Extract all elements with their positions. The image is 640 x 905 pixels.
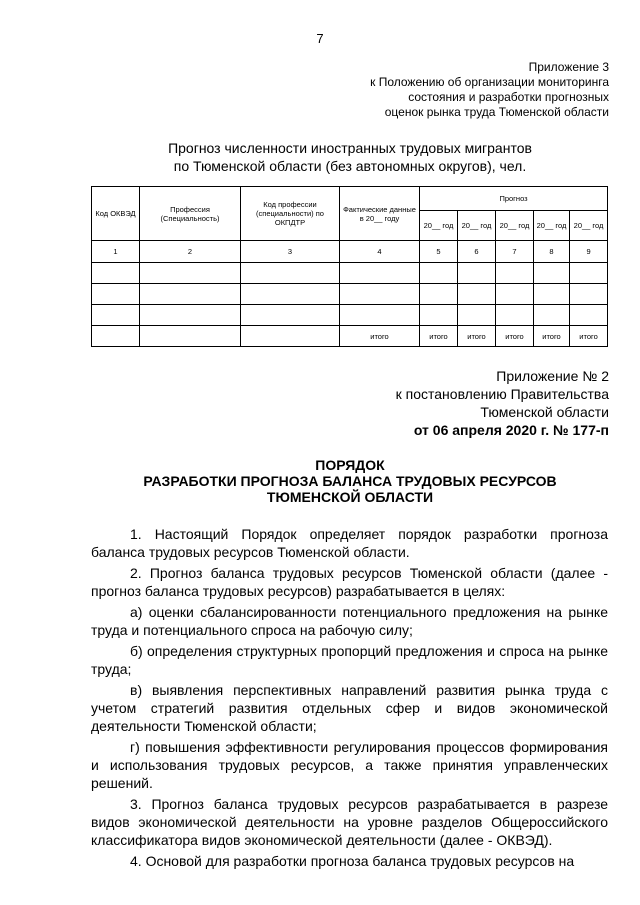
empty-cell: [140, 263, 241, 284]
header-year: 20__ год: [534, 211, 570, 241]
table-row: [92, 305, 608, 326]
appendix-3-line: оценок рынка труда Тюменской области: [384, 105, 609, 119]
paragraph: 4. Основой для разработки прогноза баланса трудовых ресурсов на: [130, 853, 575, 869]
empty-cell: [140, 305, 241, 326]
paragraph: б) определения структурных пропорций предложения и спроса на рынке труда;: [91, 643, 608, 677]
empty-cell: [570, 284, 608, 305]
column-number: 3: [241, 241, 340, 263]
header-year: 20__ год: [458, 211, 496, 241]
empty-cell: [340, 284, 420, 305]
empty-cell: [534, 305, 570, 326]
column-number: 9: [570, 241, 608, 263]
total-cell: итого: [420, 326, 458, 347]
header-actual-data: Фактические данные в 20__ году: [340, 187, 420, 241]
table-row: [92, 263, 608, 284]
total-cell: итого: [340, 326, 420, 347]
header-year: 20__ год: [420, 211, 458, 241]
appendix-3-line: к Положению об организации мониторинга: [370, 75, 609, 89]
paragraph: а) оценки сбалансированности потенциального предложения на рынке труда и потенциального спроса на рабочую силу;: [91, 604, 608, 638]
column-number: 4: [340, 241, 420, 263]
empty-cell: [92, 305, 140, 326]
appendix-2-line: к постановлению Правительства: [395, 386, 609, 402]
empty-cell: [340, 263, 420, 284]
forecast-title-line: Прогноз численности иностранных трудовых мигрантов: [168, 140, 532, 156]
paragraph: в) выявления перспективных направлений развития рынка труда с учетом стратегий развития отдельных сфер и видов экономической деятельности Тюменской области;: [91, 682, 608, 734]
paragraph: 2. Прогноз баланса трудовых ресурсов Тюменской области (далее - прогноз баланса трудовых ресурсов) разрабатывается в целях:: [91, 565, 608, 599]
appendix-2-header: [396, 367, 609, 439]
document-body: [91, 525, 608, 873]
empty-cell: [340, 305, 420, 326]
paragraph: 1. Настоящий Порядок определяет порядок разработки прогноза баланса трудовых ресурсов Тюменской области.: [91, 526, 608, 560]
empty-cell: [241, 305, 340, 326]
empty-cell: [534, 263, 570, 284]
column-number: 8: [534, 241, 570, 263]
header-forecast: Прогноз: [420, 187, 608, 211]
appendix-3-line: состояния и разработки прогнозных: [408, 90, 609, 104]
resolution-date-number: от 06 апреля 2020 г. № 177-п: [413, 422, 609, 438]
empty-cell: [534, 284, 570, 305]
header-profession: Профессия (Специальность): [140, 187, 241, 241]
heading-line: РАЗРАБОТКИ ПРОГНОЗА БАЛАНСА ТРУДОВЫХ РЕСУРСОВ: [143, 473, 557, 489]
column-number: 1: [92, 241, 140, 263]
total-row: [92, 326, 608, 347]
total-cell: итого: [534, 326, 570, 347]
paragraph: г) повышения эффективности регулирования процессов формирования и использования трудовых ресурсов, а также принятия управленческих решений.: [91, 739, 608, 791]
total-cell: итого: [570, 326, 608, 347]
empty-cell: [458, 263, 496, 284]
forecast-table: [91, 186, 608, 347]
empty-cell: [496, 305, 534, 326]
empty-cell: [92, 326, 140, 347]
header-okved: Код ОКВЭД: [92, 187, 140, 241]
empty-cell: [241, 326, 340, 347]
table-row: [92, 284, 608, 305]
empty-cell: [458, 305, 496, 326]
appendix-2-line: Тюменской области: [480, 404, 609, 420]
forecast-table-title: [0, 139, 640, 175]
empty-cell: [570, 263, 608, 284]
appendix-3-header: [370, 60, 609, 120]
column-number-row: [92, 241, 608, 263]
header-profession-code: Код профессии (специальности) по ОКПДТР: [241, 187, 340, 241]
empty-cell: [496, 284, 534, 305]
heading-line: ТЮМЕНСКОЙ ОБЛАСТИ: [266, 489, 434, 505]
empty-cell: [140, 326, 241, 347]
forecast-title-line: по Тюменской области (без автономных округов), чел.: [173, 158, 527, 174]
appendix-2-line: Приложение № 2: [496, 368, 609, 384]
header-year: 20__ год: [496, 211, 534, 241]
empty-cell: [570, 305, 608, 326]
header-year: 20__ год: [570, 211, 608, 241]
empty-cell: [140, 284, 241, 305]
column-number: 5: [420, 241, 458, 263]
empty-cell: [420, 305, 458, 326]
document-heading: [0, 457, 640, 505]
page-number: 7: [316, 31, 324, 46]
paragraph: 3. Прогноз баланса трудовых ресурсов разрабатывается в разрезе видов экономической деятельности на уровне разделов Общероссийского классификатора видов экономической деятельности (далее - ОКВЭД).: [91, 796, 608, 848]
empty-cell: [420, 284, 458, 305]
empty-cell: [458, 284, 496, 305]
column-number: 2: [140, 241, 241, 263]
empty-cell: [92, 284, 140, 305]
empty-cell: [241, 284, 340, 305]
total-cell: итого: [458, 326, 496, 347]
column-number: 7: [496, 241, 534, 263]
heading-line: ПОРЯДОК: [315, 457, 385, 473]
empty-cell: [241, 263, 340, 284]
empty-cell: [92, 263, 140, 284]
total-cell: итого: [496, 326, 534, 347]
empty-cell: [420, 263, 458, 284]
appendix-3-line: Приложение 3: [528, 60, 609, 74]
column-number: 6: [458, 241, 496, 263]
empty-cell: [496, 263, 534, 284]
